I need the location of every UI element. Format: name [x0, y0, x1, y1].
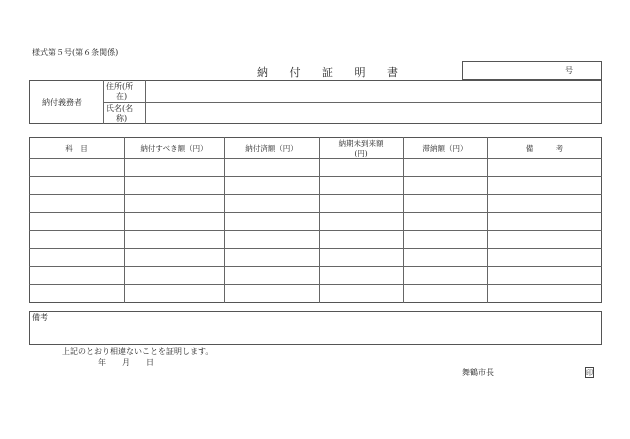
issuer: 舞鶴市長: [462, 368, 494, 377]
remarks-box: [29, 311, 602, 345]
name-label-2: 称): [116, 114, 128, 123]
form-number: 様式第５号(第６条関係): [32, 48, 119, 57]
address-label-2: 在): [116, 92, 128, 101]
payer-label: 納付義務者: [42, 98, 82, 107]
header-not-yet-due: 納期未到来額: [338, 139, 384, 148]
number-box: [462, 61, 602, 80]
header-amount-paid: 納付済額（円）: [245, 144, 298, 153]
header-delinquent: 滞納額（円）: [422, 144, 468, 153]
number-suffix: 号: [565, 66, 573, 75]
seal-mark: 印: [586, 369, 593, 377]
name-label-1: 氏名(名: [106, 104, 134, 113]
header-amount-due: 納付すべき額（円）: [140, 144, 208, 153]
remarks-label: 備考: [32, 313, 48, 322]
address-label-1: 住所(所: [106, 82, 134, 91]
fee-table: [29, 137, 602, 303]
certify-text: 上記のとおり相違ないことを証明します。: [62, 347, 214, 356]
date-line: 年 月 日: [98, 358, 154, 367]
header-remarks: 備 考: [525, 144, 564, 153]
document-title: 納 付 証 明 書: [257, 66, 407, 79]
header-subject: 科 目: [65, 144, 88, 153]
header-not-yet-due-unit: (円): [354, 149, 368, 158]
